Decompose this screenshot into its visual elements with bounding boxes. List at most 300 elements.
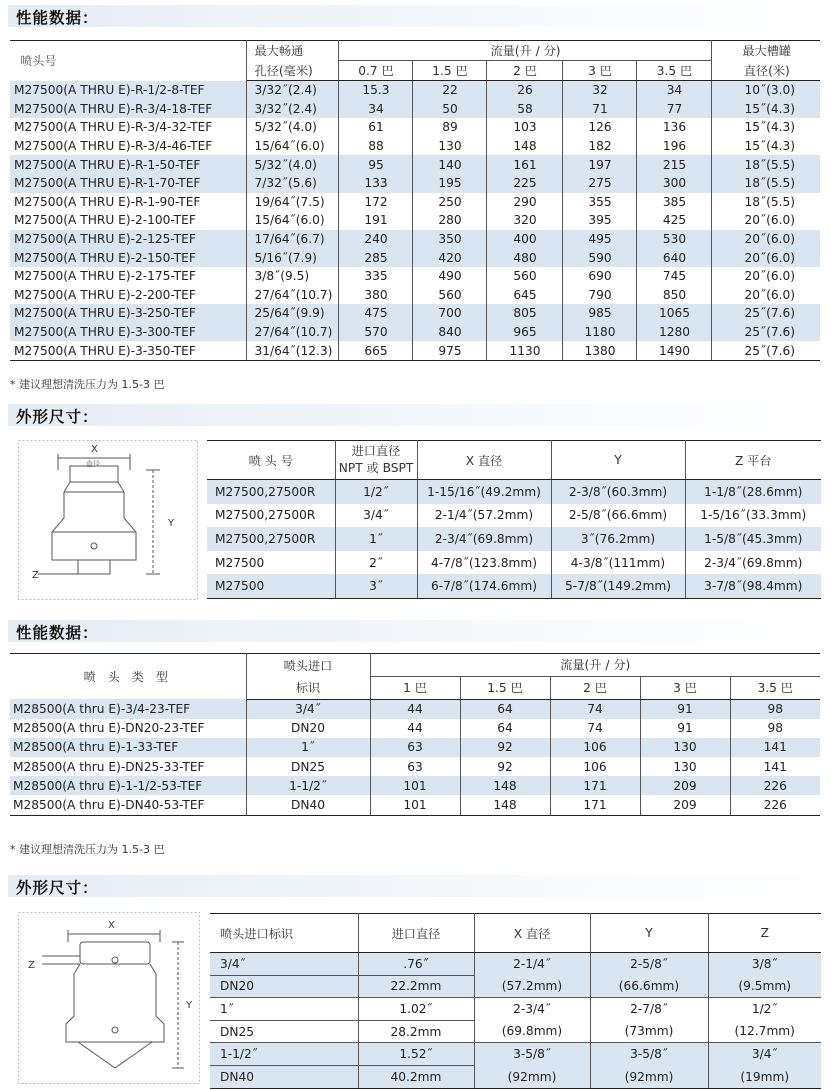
value-cell: 44 [370,719,460,738]
value-cell: 101 [370,795,460,815]
value-cell: 790 [562,286,636,305]
model-cell: M27500(A THRU E)-R-3/4-32-TEF [10,118,246,137]
nozzle-diagram-2 [18,912,200,1084]
y-dim-cell: 2-7/8˝ [590,998,708,1021]
value-cell: 1-5/8˝(45.3mm) [685,527,821,551]
inlet-id-cell: 1˝ [210,998,358,1021]
value-cell: 136 [636,118,711,137]
model-cell: M28500(A thru E)-1-1/2-53-TEF [10,776,246,795]
value-cell: 64 [460,699,550,719]
table-row [10,304,820,323]
inlet-dia-cell: 1.02˝ [358,998,474,1021]
value-cell: 1280 [636,323,711,342]
value-cell: 3-7/8˝(98.4mm) [685,574,821,598]
value-cell: 18˝(5.5) [711,155,820,174]
value-cell: 34 [636,81,711,100]
value-cell: 15/64˝(6.0) [246,137,338,156]
model-cell: M27500(A THRU E)-R-1-50-TEF [10,155,246,174]
model-cell: M28500(A thru E)-DN40-53-TEF [10,795,246,815]
z-dim-cell: (19mm) [708,1065,821,1088]
inlet-header-line1: 进口直径 [351,444,401,458]
value-cell: 17/64˝(6.7) [246,230,338,249]
value-cell: 195 [412,174,486,193]
value-cell: 215 [636,155,711,174]
diagram2-y-label: Y [186,1000,193,1011]
model-cell: M28500(A thru E)-3/4-23-TEF [10,699,246,719]
model-cell: M27500,27500R [207,504,335,528]
value-cell: 7/32˝(5.6) [246,174,338,193]
value-cell: 840 [412,323,486,342]
model-cell: M27500(A THRU E)-2-125-TEF [10,230,246,249]
section3-note: * 建议理想清洗压力为 1.5-3 巴 [10,843,165,856]
value-cell: 5/16˝(7.9) [246,248,338,267]
value-cell: 226 [730,776,820,795]
value-cell: 395 [562,211,636,230]
model-cell: M27500(A THRU E)-R-1/2-8-TEF [10,81,246,100]
value-cell: 4-3/8˝(111mm) [551,551,685,575]
value-cell: 171 [550,776,640,795]
value-cell: 285 [338,248,412,267]
inlet-dia-cell: 22.2mm [358,975,474,998]
value-cell: 745 [636,267,711,286]
model-cell: M27500(A THRU E)-R-3/4-18-TEF [10,100,246,119]
value-cell: 182 [562,137,636,156]
value-cell: 1180 [562,323,636,342]
dimensions-table-2 [210,913,821,1089]
value-cell: 61 [338,118,412,137]
model-cell: M27500(A THRU E)-R-1-70-TEF [10,174,246,193]
model-cell: M27500(A THRU E)-2-175-TEF [10,267,246,286]
table-row [10,248,820,267]
value-cell: 209 [640,795,730,815]
value-cell: 690 [562,267,636,286]
value-cell: 700 [412,304,486,323]
value-cell: 5/32˝(4.0) [246,155,338,174]
table-row [207,504,821,528]
value-cell: 805 [486,304,562,323]
model-cell: M28500(A thru E)-DN20-23-TEF [10,719,246,738]
inlet-id-cell: DN40 [210,1065,358,1088]
value-cell: 475 [338,304,412,323]
value-cell: 1490 [636,341,711,360]
table-row [10,211,820,230]
value-cell: 20˝(6.0) [744,213,795,228]
model-cell: M27500 [207,574,335,598]
value-cell: 19/64˝(7.5) [246,193,338,212]
performance-table-1 [10,40,820,361]
value-cell: 2-1/4˝(57.2mm) [417,504,551,528]
value-cell: 92 [460,738,550,757]
inlet-dia-cell: .76˝ [358,953,474,976]
section3-title-band [8,620,825,642]
value-cell: 18˝(5.5) [744,194,795,209]
table-row [10,286,820,305]
value-cell: 15.3 [338,81,412,100]
value-cell: 25˝(7.6) [711,341,820,360]
value-cell: 50 [412,100,486,119]
value-cell: 63 [370,757,460,776]
value-cell: 133 [338,174,412,193]
value-cell: 20˝(6.0) [744,269,795,284]
value-cell: 209 [640,776,730,795]
table-row [10,118,820,137]
value-cell: 58 [486,100,562,119]
table-row [207,527,821,551]
inlet-id-cell: 1-1/2˝ [210,1043,358,1066]
value-cell: 590 [562,248,636,267]
value-cell: 148 [460,795,550,815]
table-row [10,137,820,156]
model-cell: M27500(A THRU E)-R-1-90-TEF [10,193,246,212]
model-cell: M27500(A THRU E)-2-200-TEF [10,286,246,305]
table3-header-row [10,654,820,677]
value-cell: 400 [486,230,562,249]
y-dim-cell: 3-5/8˝ [590,1043,708,1066]
value-cell: 1˝ [335,527,417,551]
value-cell: 2-3/8˝(60.3mm) [551,480,685,504]
col-header-passage-line1: 最大畅通 [246,41,338,61]
value-cell: 91 [640,699,730,719]
diagram1-x-sublabel: 直径 [86,460,100,468]
performance-table-2 [10,653,820,816]
col-header-tank-line1: 最大槽罐 [711,41,820,61]
value-cell: 20˝(6.0) [711,248,820,267]
value-cell: 3/4˝ [246,699,370,719]
value-cell: 350 [412,230,486,249]
value-cell: 1˝ [246,738,370,757]
value-cell: 850 [636,286,711,305]
section3-title: 性能数据： [16,624,99,642]
value-cell: 15/64˝(6.0) [246,211,338,230]
value-cell: 280 [412,211,486,230]
value-cell: 3˝ [335,574,417,598]
table-row [10,757,820,776]
z-dim-cell: 1/2˝ [751,1002,778,1017]
value-cell: 2-3/4˝(69.8mm) [417,527,551,551]
y-dim-cell: (66.6mm) [590,975,708,998]
value-cell: 1130 [486,341,562,360]
x-dim-cell: 3-5/8˝ [474,1043,590,1066]
value-cell: 130 [412,137,486,156]
value-cell: 88 [338,137,412,156]
col-header-flow: 流量(升 / 分) [338,41,711,61]
model-cell: M28500(A thru E)-DN25-33-TEF [10,757,246,776]
col-header-tank-line2: 直径(米) [711,61,820,81]
col-header-pressure: 3 巴 [640,676,730,699]
value-cell: 74 [550,719,640,738]
value-cell: 191 [338,211,412,230]
x-dim-cell: (92mm) [474,1065,590,1088]
inlet-id-cell: DN25 [210,1020,358,1043]
col-header-pressure: 2 巴 [550,676,640,699]
value-cell: 15˝(4.3) [744,139,795,154]
value-cell: 171 [550,795,640,815]
table-row [210,1065,821,1088]
table-row [10,81,820,100]
table-row [10,174,820,193]
value-cell: 2˝ [335,551,417,575]
diagram1-y-label: Y [168,518,175,529]
value-cell: 420 [412,248,486,267]
value-cell: 1/2˝ [335,480,417,504]
model-cell: M27500(A THRU E)-3-250-TEF [10,304,246,323]
value-cell: 63 [370,738,460,757]
value-cell: 27/64˝(10.7) [246,286,338,305]
inlet-header-line2: NPT 或 BSPT [338,461,414,475]
value-cell: 126 [562,118,636,137]
section1-title: 性能数据： [16,9,99,27]
value-cell: 106 [550,757,640,776]
col-header-pressure: 2 巴 [486,61,562,81]
section2-title: 外形尺寸： [16,408,99,426]
value-cell: 20˝(6.0) [744,287,795,302]
x-dim-cell: 2-1/4˝ [474,953,590,976]
z-dim-cell: 3/4˝ [708,1043,821,1066]
value-cell: 64 [460,719,550,738]
value-cell: 1-1/2˝ [246,776,370,795]
value-cell: 26 [486,81,562,100]
table-row [10,738,820,757]
value-cell: 141 [763,759,787,774]
table-row [10,795,820,815]
value-cell: 161 [486,155,562,174]
value-cell: 89 [412,118,486,137]
col-header-x: X 直径 [474,914,590,953]
value-cell: 2-5/8˝(66.6mm) [551,504,685,528]
model-cell: M27500,27500R [207,480,335,504]
col-header-model: 喷头号 [10,41,246,81]
section1-note: * 建议理想清洗压力为 1.5-3 巴 [10,378,165,391]
value-cell: 44 [370,699,460,719]
table-row [210,1043,821,1066]
col-header-y: Y [590,914,708,953]
z-dim-cell: (12.7mm) [708,1020,821,1043]
value-cell: 98 [767,721,783,736]
col-header-model: 喷 头 类 型 [10,654,246,700]
value-cell: 1065 [636,304,711,323]
table-row [10,155,820,174]
value-cell: 130 [640,738,730,757]
col-header-y: Y [551,441,685,480]
value-cell: 31/64˝(12.3) [246,341,338,360]
col-header-pressure: 3.5 巴 [730,676,820,699]
value-cell: 355 [562,193,636,212]
model-cell: M27500(A THRU E)-3-350-TEF [10,341,246,360]
value-cell: 560 [412,286,486,305]
col-header-inlet-line2: 标识 [246,676,370,699]
col-header-inlet-dia: 进口直径 [358,914,474,953]
value-cell: DN20 [246,719,370,738]
model-cell: M27500(A THRU E)-R-3/4-46-TEF [10,137,246,156]
value-cell: 5/32˝(4.0) [246,118,338,137]
value-cell: 320 [486,211,562,230]
inlet-dia-cell: 28.2mm [358,1020,474,1043]
value-cell: 250 [412,193,486,212]
value-cell: 1380 [562,341,636,360]
value-cell: 3/4˝ [335,504,417,528]
value-cell: 15˝(4.3) [711,100,820,119]
table-row [210,953,821,976]
value-cell: 10˝(3.0) [711,81,820,100]
value-cell: DN25 [246,757,370,776]
value-cell: 130 [640,757,730,776]
value-cell: 240 [338,230,412,249]
value-cell: 300 [636,174,711,193]
value-cell: 25˝(7.6) [711,304,820,323]
table4-header-row [210,914,821,953]
table-row [10,100,820,119]
table-row [207,551,821,575]
diagram2-x-label: X [108,920,115,931]
table-row [10,193,820,212]
value-cell: 665 [338,341,412,360]
value-cell: 1-15/16˝(49.2mm) [417,480,551,504]
value-cell: 3/32˝(2.4) [246,81,338,100]
value-cell: 645 [486,286,562,305]
value-cell: 148 [486,137,562,156]
y-dim-cell: 2-5/8˝ [590,953,708,976]
table-row [210,975,821,998]
model-cell: M27500(A THRU E)-2-150-TEF [10,248,246,267]
table-row [10,230,820,249]
value-cell: 34 [338,100,412,119]
z-dim-cell: 3/8˝ [708,953,821,976]
col-header-inlet-id: 喷头进口标识 [210,914,358,953]
value-cell: 495 [562,230,636,249]
col-header-flow: 流量(升 / 分) [370,654,820,677]
value-cell: 172 [338,193,412,212]
value-cell: 196 [636,137,711,156]
value-cell: 965 [486,323,562,342]
value-cell: 3/32˝(2.4) [246,100,338,119]
value-cell: 77 [636,100,711,119]
col-header-pressure: 3 巴 [562,61,636,81]
value-cell: 20˝(6.0) [711,230,820,249]
table-row [10,341,820,360]
col-header-pressure: 1.5 巴 [412,61,486,81]
value-cell: 425 [636,211,711,230]
value-cell: 141 [730,738,820,757]
model-cell: M27500,27500R [207,527,335,551]
section4-title: 外形尺寸： [16,879,99,897]
value-cell: 3/8˝(9.5) [246,267,338,286]
value-cell: 15˝(4.3) [744,120,795,135]
value-cell: 1-1/8˝(28.6mm) [685,480,821,504]
value-cell: 2-3/4˝(69.8mm) [704,555,803,570]
col-header-model: 喷 头 号 [207,441,335,480]
diagram2-z-label: Z [28,960,35,971]
value-cell: 95 [338,155,412,174]
inlet-id-cell: 3/4˝ [210,953,358,976]
value-cell: 25˝(7.6) [711,323,820,342]
value-cell: 985 [562,304,636,323]
col-header-inlet-line1: 喷头进口 [246,654,370,677]
diagram1-z-label: Z [32,570,39,581]
nozzle-diagram-1 [18,440,198,600]
value-cell: 480 [486,248,562,267]
table-row [10,719,820,738]
value-cell: 22 [412,81,486,100]
col-header-z: Z 平台 [685,441,821,480]
value-cell: 490 [412,267,486,286]
section1-title-band [8,5,825,27]
section4-title-band [8,875,825,897]
table-row [207,480,821,504]
table2-header-row [207,441,821,480]
col-header-inlet [335,441,417,480]
value-cell: 226 [730,795,820,815]
value-cell: 530 [636,230,711,249]
col-header-passage-line2: 孔径(毫米) [246,61,338,81]
value-cell: 25/64˝(9.9) [246,304,338,323]
value-cell: 140 [412,155,486,174]
value-cell: 225 [486,174,562,193]
value-cell: 975 [412,341,486,360]
value-cell: 92 [460,757,550,776]
x-dim-cell: (69.8mm) [474,1020,590,1043]
col-header-z: Z [708,914,821,953]
value-cell: 3˝(76.2mm) [551,527,685,551]
col-header-pressure: 0.7 巴 [338,61,412,81]
value-cell: 148 [460,776,550,795]
value-cell: 560 [486,267,562,286]
value-cell: 197 [562,155,636,174]
value-cell: 32 [562,81,636,100]
value-cell: 91 [640,719,730,738]
value-cell: 74 [550,699,640,719]
value-cell: DN40 [246,795,370,815]
table-row [210,998,821,1021]
col-header-pressure: 1 巴 [370,676,460,699]
table-row [210,1020,821,1043]
model-cell: M27500 [207,551,335,575]
value-cell: 5-7/8˝(149.2mm) [551,574,685,598]
model-cell: M27500(A THRU E)-3-300-TEF [10,323,246,342]
x-dim-cell: 2-3/4˝ [474,998,590,1021]
value-cell: 380 [338,286,412,305]
value-cell: 101 [370,776,460,795]
model-cell: M28500(A thru E)-1-33-TEF [10,738,246,757]
section2-title-band [8,404,825,426]
value-cell: 385 [636,193,711,212]
value-cell: 275 [562,174,636,193]
col-header-x: X 直径 [417,441,551,480]
value-cell: 4-7/8˝(123.8mm) [417,551,551,575]
table1-header-row [10,41,820,61]
value-cell: 71 [562,100,636,119]
dimensions-table-1 [207,440,821,599]
value-cell: 18˝(5.5) [711,174,820,193]
value-cell: 98 [730,699,820,719]
table-row [207,574,821,598]
value-cell: 570 [338,323,412,342]
z-dim-cell: (9.5mm) [708,975,821,998]
inlet-dia-cell: 40.2mm [358,1065,474,1088]
x-dim-cell: (57.2mm) [474,975,590,998]
value-cell: 106 [550,738,640,757]
table-row [10,323,820,342]
table-row [10,267,820,286]
value-cell: 27/64˝(10.7) [246,323,338,342]
diagram1-x-label: X [91,444,98,455]
col-header-pressure: 1.5 巴 [460,676,550,699]
model-cell: M27500(A THRU E)-2-100-TEF [10,211,246,230]
value-cell: 1-5/16˝(33.3mm) [700,508,807,523]
value-cell: 6-7/8˝(174.6mm) [417,574,551,598]
value-cell: 103 [486,118,562,137]
y-dim-cell: (73mm) [590,1020,708,1043]
value-cell: 640 [636,248,711,267]
